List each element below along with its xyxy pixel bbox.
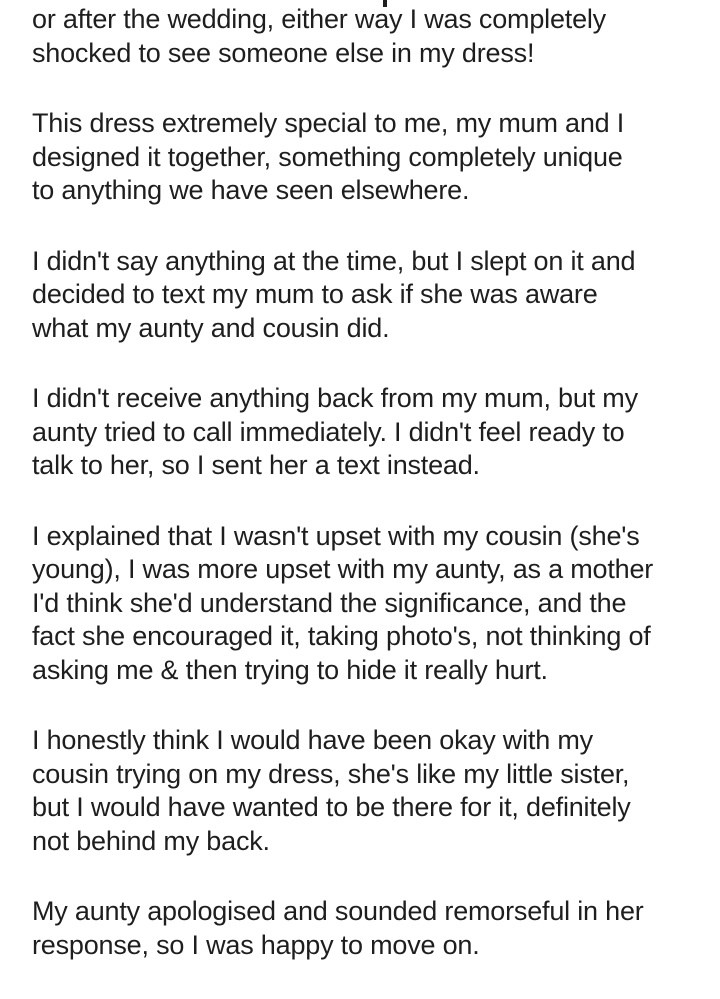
paragraph [32, 3, 692, 70]
text-line: what my aunty and cousin did. [32, 312, 390, 343]
text-line: I didn't say anything at the time, but I slept on it and [32, 245, 636, 276]
text-line: This dress extremely special to me, my mum and I [32, 108, 625, 138]
text-line: My aunty apologised and sounded remorseful in her [32, 896, 644, 926]
text-line: to anything we have seen elsewhere. [32, 175, 470, 205]
paragraph [32, 245, 692, 346]
text-line: cousin trying on my dress, she's like my little sister, [32, 758, 630, 789]
paragraph [32, 520, 692, 688]
text-line: I didn't receive anything back from my mum, but my [32, 383, 638, 413]
text-line: response, so I was happy to move on. [32, 929, 480, 960]
text-line: decided to text my mum to ask if she was aware [32, 279, 598, 309]
text-line: talk to her, so I sent her a text instead. [32, 450, 480, 480]
text-line: young), I was more upset with my aunty, as a mother [32, 554, 654, 584]
text-line: aunty tried to call immediately. I didn't feel ready to [32, 416, 625, 447]
text-line: fact she encouraged it, taking photo's, not thinking of [32, 621, 651, 651]
text-line: I explained that I wasn't upset with my cousin (she's [32, 520, 640, 551]
paragraph [32, 382, 692, 483]
paragraph [32, 107, 692, 208]
text-line: designed it together, something completely unique [32, 141, 623, 172]
text-line: but I would have wanted to be there for it, definitely [32, 792, 631, 822]
paragraph [32, 724, 692, 858]
text-line: or after the wedding, either way I was completely [32, 4, 606, 34]
text-line: I honestly think I would have been okay with my [32, 725, 593, 755]
text-line: not behind my back. [32, 825, 270, 856]
paragraph [32, 895, 692, 962]
text-line: shocked to see someone else in my dress! [32, 37, 535, 68]
text-line: I'd think she'd understand the significance, and the [32, 587, 627, 618]
text-line: asking me & then trying to hide it really hurt. [32, 654, 548, 685]
